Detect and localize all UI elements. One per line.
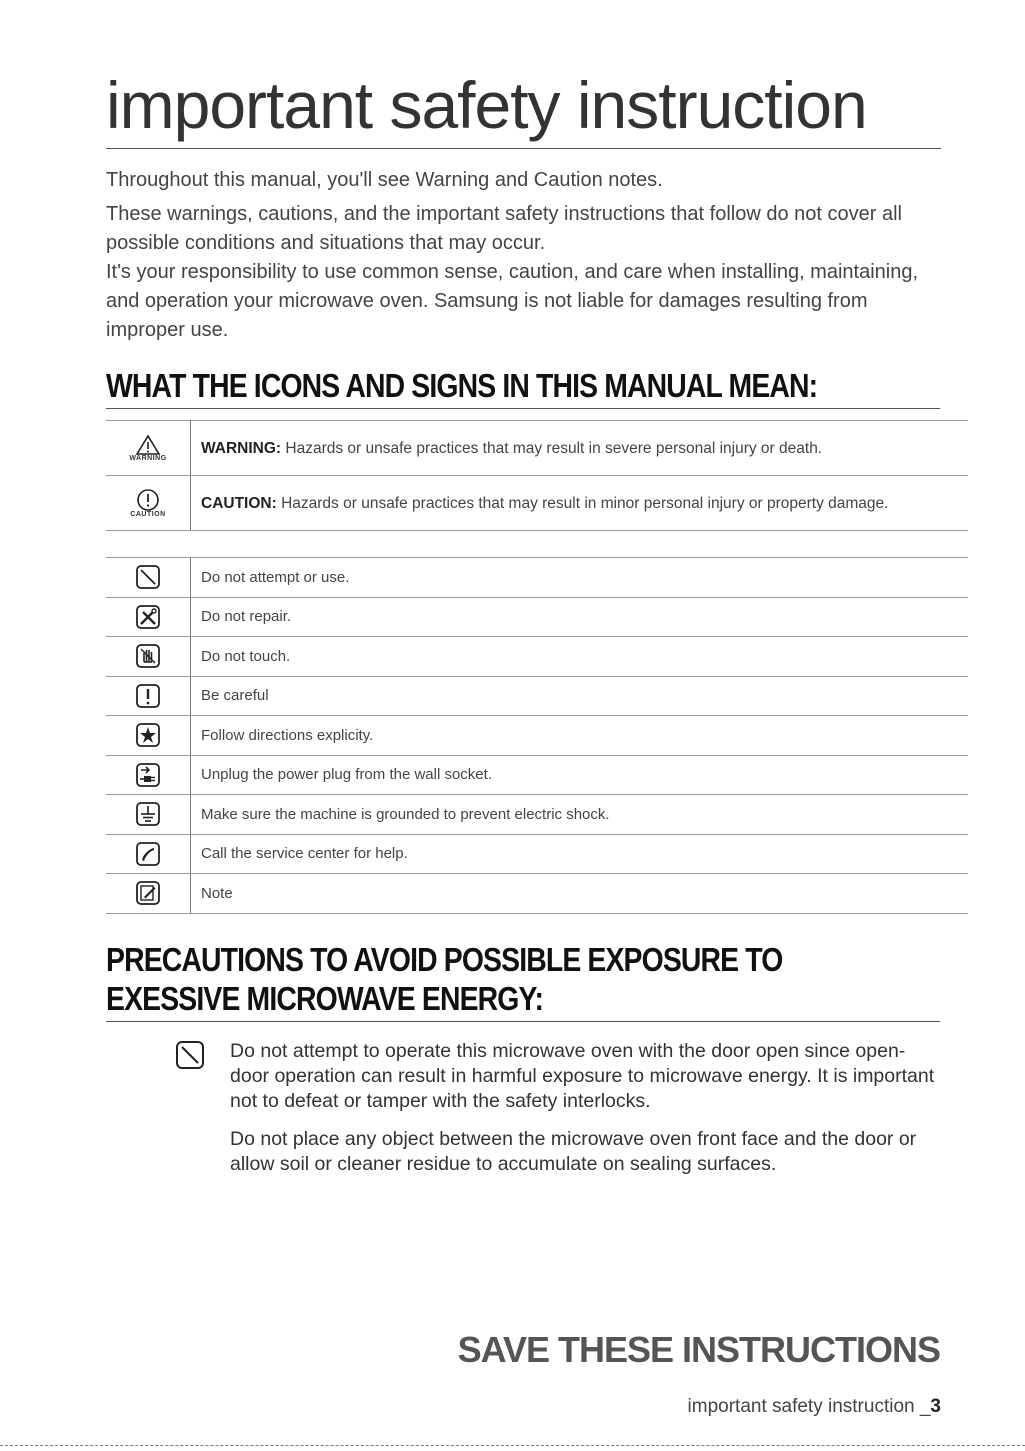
save-instructions-heading: SAVE THESE INSTRUCTIONS (457, 1329, 940, 1370)
call-service-icon (135, 841, 161, 867)
signs-legend-table (106, 557, 968, 914)
intro-paragraph: These warnings, cautions, and the important safety instructions that follow do not cover all possible conditions and situations that may occur. (106, 203, 902, 254)
sign-text: Unplug the power plug from the wall socket. (191, 755, 969, 795)
follow-directions-icon (135, 722, 161, 748)
page-title: important safety instruction (106, 72, 941, 149)
warning-legend-table (106, 420, 968, 531)
table-row (106, 597, 968, 637)
table-row (106, 637, 968, 677)
table-row (106, 795, 968, 835)
sign-text: Do not attempt or use. (191, 558, 969, 598)
sign-text: Be careful (191, 676, 969, 716)
caution-circle-icon (136, 488, 160, 512)
page-footer (688, 1396, 941, 1418)
sign-text: Do not repair. (191, 597, 969, 637)
intro-paragraph: It's your responsibility to use common sense, caution, and care when installing, maintaining, and operation your microwave oven. Samsung is not liable for damages resulting from improper use. (106, 261, 919, 341)
footer-text: important safety instruction _ (687, 1396, 931, 1417)
sign-text: Make sure the machine is grounded to prevent electric shock. (191, 795, 969, 835)
table-row (106, 558, 968, 598)
do-not-attempt-icon (175, 1040, 205, 1070)
bottom-divider (0, 1445, 1025, 1446)
table-row (106, 421, 968, 476)
table-row (106, 476, 968, 531)
warning-text (191, 421, 969, 476)
do-not-attempt-icon (135, 564, 161, 590)
precaution-paragraph: Do not place any object between the microwave oven front face and the door or allow soil or cleaner residue to accumulate on sealing surfaces. (230, 1128, 917, 1175)
precautions-heading-line: PRECAUTIONS TO AVOID POSSIBLE EXPOSURE TO (106, 941, 783, 978)
sign-text: Note (191, 874, 969, 914)
warning-icon-cell (106, 421, 191, 476)
table-row (106, 755, 968, 795)
warning-label: WARNING: (201, 439, 282, 457)
warning-triangle-icon (135, 434, 161, 456)
be-careful-icon (135, 683, 161, 709)
caution-description: Hazards or unsafe practices that may result in minor personal injury or property damage. (276, 494, 889, 512)
intro-text (106, 166, 936, 350)
ground-icon (135, 801, 161, 827)
table-row (106, 874, 968, 914)
sign-text: Follow directions explicity. (191, 716, 969, 756)
warning-caption: WARNING (129, 455, 167, 462)
page-number: 3 (930, 1396, 941, 1417)
unplug-icon (135, 762, 161, 788)
table-row (106, 716, 968, 756)
precaution-paragraph: Do not attempt to operate this microwave oven with the door open since open-door operation can result in harmful exposure to microwave energy. It is important not to defeat or tamper with the safety interlocks. (230, 1040, 935, 1112)
do-not-touch-icon (135, 643, 161, 669)
sign-text: Do not touch. (191, 637, 969, 677)
table-row (106, 676, 968, 716)
caution-caption: CAUTION (130, 511, 166, 518)
caution-text (191, 476, 969, 531)
sign-text: Call the service center for help. (191, 834, 969, 874)
warning-description: Hazards or unsafe practices that may result in severe personal injury or death. (281, 439, 823, 457)
intro-paragraph: Throughout this manual, you'll see Warning and Caution notes. (106, 169, 663, 191)
note-icon (135, 880, 161, 906)
do-not-repair-icon (135, 604, 161, 630)
caution-icon-cell (106, 476, 191, 531)
precautions-heading-line: EXESSIVE MICROWAVE ENERGY: (106, 980, 544, 1017)
caution-label: CAUTION: (201, 494, 277, 512)
table-row (106, 834, 968, 874)
icons-heading: WHAT THE ICONS AND SIGNS IN THIS MANUAL MEAN: (106, 366, 940, 409)
precautions-heading (106, 940, 940, 1022)
